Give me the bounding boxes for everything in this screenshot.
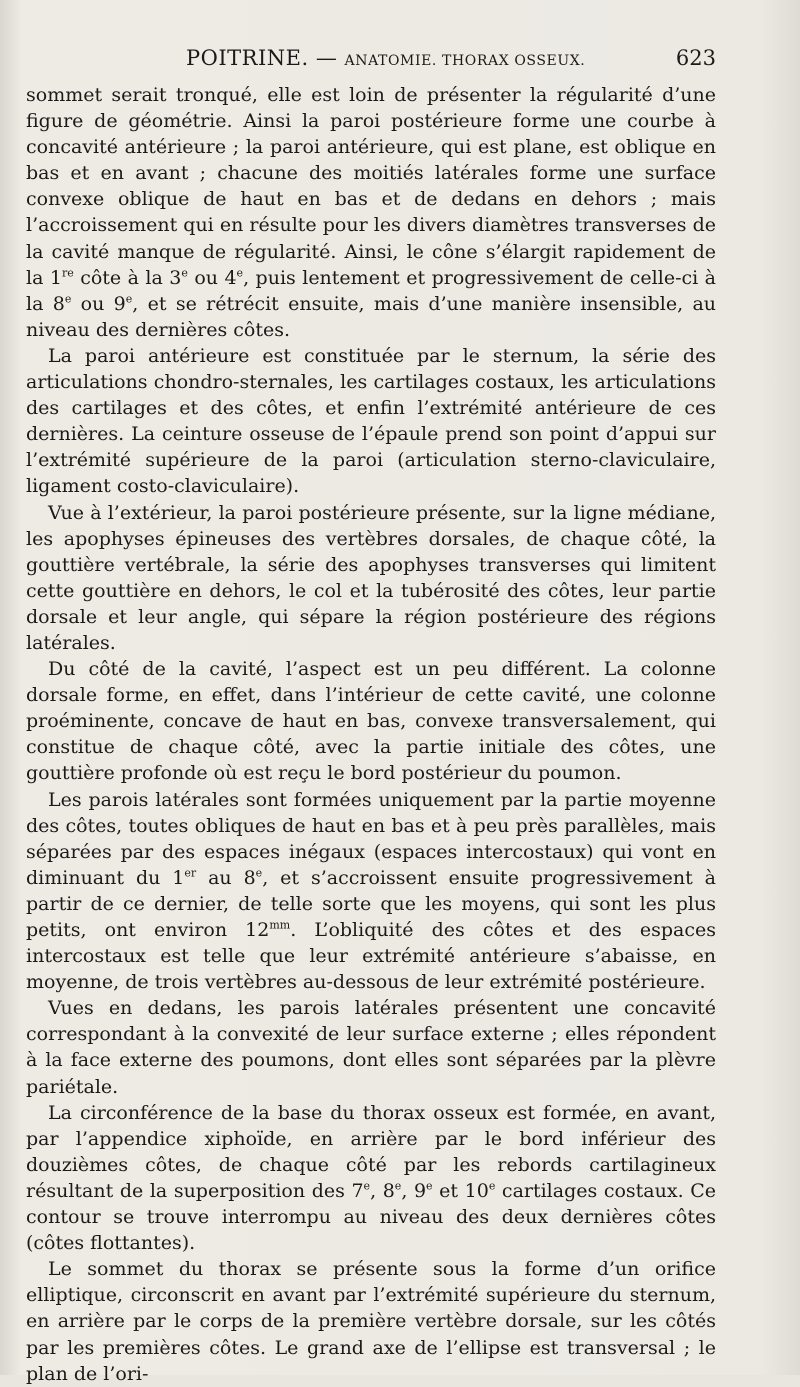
paragraph-8: Le sommet du thorax se présente sous la forme d’un orifice elliptique, circonscrit en avant par l’extrémité supérieure du sternum, en arrière par le corps de la première vertèbre dorsale, sur les côtés par les premières côtes. Le grand axe de l’ellipse est transversal ; le plan de l’ori-: [26, 1258, 716, 1385]
header-section: ANATOMIE. THORAX OSSEUX.: [344, 53, 586, 69]
paragraph-6: Vues en dedans, les parois latérales présentent une concavité correspondant à la convexité de leur surface externe ; elles répondent à la face externe des poumons, dont elles sont séparées par la plèvre pariétale.: [26, 997, 716, 1098]
running-header: [26, 46, 716, 76]
paragraph-1: sommet serait tronqué, elle est loin de présenter la régularité d’une figure de géométrie. Ainsi la paroi postérieure forme une courbe à concavité antérieure ; la paroi antérieure, qui est plane, est oblique en bas et en avant ; chacune des moitiés latérales forme une surface convexe oblique de haut en bas et de dedans en dehors ; mais l’accroissement qui en résulte pour les divers diamètres transverses de la cavité manque de régularité. Ainsi, le cône s’élargit rapidement de la 1re côte à la 3e ou 4e, puis lentement et progressivement de celle-ci à la 8e ou 9e, et se rétrécit ensuite, mais d’une manière insensible, au niveau des dernières côtes.: [26, 84, 717, 341]
header-title-main: POITRINE.: [186, 46, 309, 70]
header-dash: —: [315, 46, 338, 70]
running-head: [186, 46, 585, 70]
page-number: 623: [675, 46, 716, 70]
paragraph-2: La paroi antérieure est constituée par le sternum, la série des articulations chondro-sternales, les cartilages costaux, les articulations des cartilages et des côtes, et enfin l’extrémité antérieure de ces dernières. La ceinture osseuse de l’épaule prend son point d’appui sur l’extrémité supérieure de la paroi (articulation sterno-claviculaire, ligament costo-claviculaire).: [26, 344, 716, 498]
paragraph-5: Les parois latérales sont formées uniquement par la partie moyenne des côtes, toutes obliques de haut en bas et à peu près parallèles, mais séparées par des espaces inégaux (espaces intercostaux) qui vont en diminuant du 1er au 8e, et s’accroissent ensuite progressivement à partir de ce dernier, de telle sorte que les moyens, qui sont les plus petits, ont environ $12^{mm}$. L’obliquité des côtes et des espaces intercostaux est telle que leur extrémité antérieure s’abaisse, en moyenne, de trois vertèbres au-dessous de leur extrémité postérieure.: [26, 788, 717, 994]
paragraph-3: Vue à l’extérieur, la paroi postérieure présente, sur la ligne médiane, les apophyses épineuses des vertèbres dorsales, de chaque côté, la gouttière vertébrale, la série des apophyses transverses qui limitent cette gouttière en dehors, le col et la tubérosité des côtes, leur partie dorsale et leur angle, qui sépare la région postérieure des régions latérales.: [26, 501, 716, 654]
paragraph-7: La circonférence de la base du thorax osseux est formée, en avant, par l’appendice xiphoïde, en arrière par le bord inférieur des douzièmes côtes, de chaque côté par les rebords cartilagineux résultant de la superposition des 7e, 8e, 9e et 10e cartilages costaux. Ce contour se trouve interrompu au niveau des deux dernières côtes (côtes flottantes).: [26, 1101, 717, 1255]
paragraph-4: Du côté de la cavité, l’aspect est un peu différent. La colonne dorsale forme, en effet, dans l’intérieur de cette cavité, une colonne proéminente, concave de haut en bas, convexe transversalement, qui constitue de chaque côté, avec la partie initiale des côtes, une gouttière profonde où est reçu le bord postérieur du poumon.: [26, 658, 716, 785]
page-body: [26, 82, 716, 1387]
